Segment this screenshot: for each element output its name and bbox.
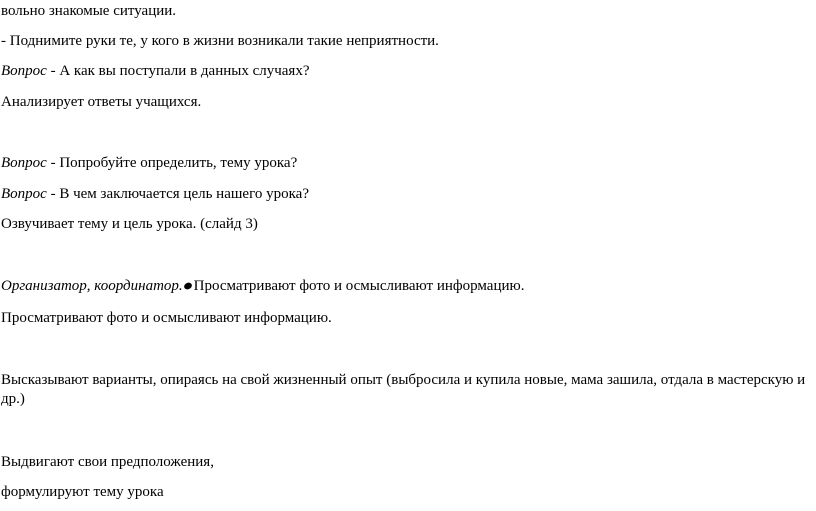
role-text: Просматривают фото и осмысливают информацию. xyxy=(193,278,525,294)
text-line-9: Просматривают фото и осмысливают информацию. xyxy=(1,310,332,326)
text-line-11: Выдвигают свои предположения, xyxy=(1,454,214,470)
question-label: Вопрос xyxy=(1,186,47,202)
role-label: Организатор, координатор. xyxy=(1,278,183,294)
text-line-12: формулируют тему урока xyxy=(1,484,164,500)
text-line-8 xyxy=(1,277,524,295)
question-text: - А как вы поступали в данных случаях? xyxy=(46,63,310,79)
text-line-3 xyxy=(1,62,309,80)
text-line-7: Озвучивает тему и цель урока. (слайд 3) xyxy=(1,216,258,232)
question-label: Вопрос xyxy=(1,63,47,79)
question-text: - Попробуйте определить, тему урока? xyxy=(46,155,298,171)
text-line-4: Анализирует ответы учащихся. xyxy=(1,94,202,110)
text-line-10-cont: др.) xyxy=(1,391,25,407)
text-line-2: - Поднимите руки те, у кого в жизни возникали такие неприятности. xyxy=(1,33,439,49)
text-line-6 xyxy=(1,185,309,203)
text-line-10: Высказывают варианты, опираясь на свой жизненный опыт (выбросила и купила новые, мама зашила, отдала в мастерскую и xyxy=(1,372,806,388)
text-line-1: вольно знакомые ситуации. xyxy=(1,3,177,19)
text-line-5 xyxy=(1,154,297,172)
bullet-icon xyxy=(183,281,193,290)
question-label: Вопрос xyxy=(1,155,47,171)
question-text: - В чем заключается цель нашего урока? xyxy=(46,186,309,202)
